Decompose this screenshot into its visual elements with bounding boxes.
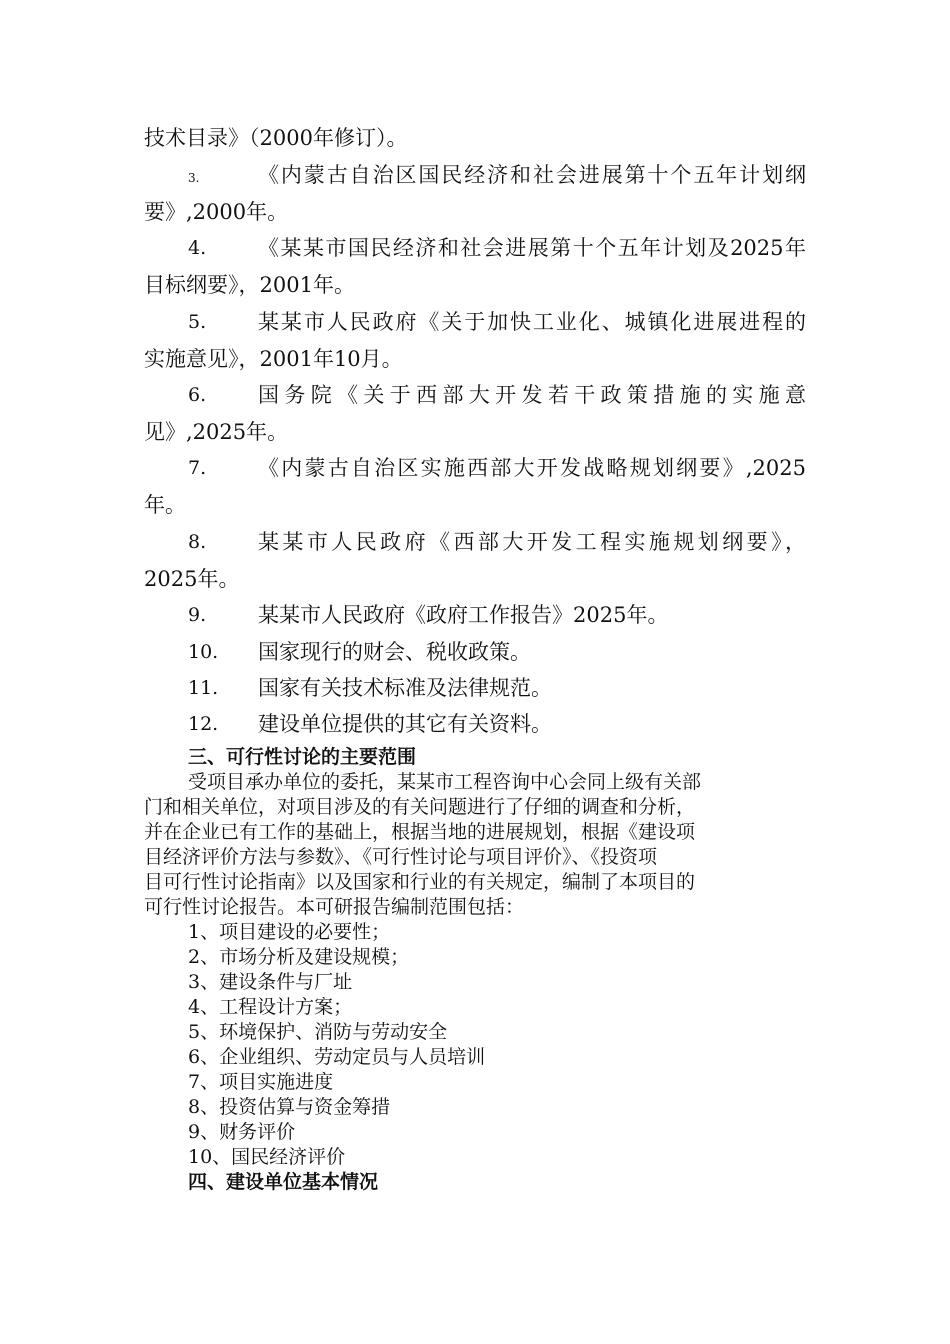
reference-number: 6. xyxy=(188,384,207,406)
reference-text: 《内蒙古自治区国民经济和社会进展第十个五年计划纲 xyxy=(258,163,806,187)
reference-number: 7. xyxy=(188,457,207,479)
reference-text: 见》,2025年。 xyxy=(144,420,289,444)
reference-text: 目标纲要》，2001年。 xyxy=(144,273,355,297)
reference-number: 8. xyxy=(188,531,207,553)
reference-text: 国务院《关于西部大开发若干政策措施的实施意 xyxy=(258,383,806,407)
reference-number: 10. xyxy=(188,641,219,663)
reference-text: 某某市人民政府《关于加快工业化、城镇化进展进程的 xyxy=(258,310,806,334)
paragraph-line: 目可行性讨论指南》以及国家和行业的有关规定，编制了本项目的 xyxy=(144,871,696,893)
paragraph-line: 并在企业已有工作的基础上，根据当地的进展规划，根据《建设项 xyxy=(144,821,696,843)
reference-text: 某某市人民政府《政府工作报告》2025年。 xyxy=(258,603,669,627)
section-heading: 三、可行性讨论的主要范围 xyxy=(188,746,417,768)
reference-number: 11. xyxy=(188,677,219,699)
scope-item: 9、财务评价 xyxy=(188,1121,296,1143)
reference-text: 《某某市国民经济和社会进展第十个五年计划及2025年 xyxy=(258,236,806,260)
reference-number: 3. xyxy=(188,171,200,185)
reference-number: 5. xyxy=(188,311,207,333)
reference-text: 年。 xyxy=(144,493,186,517)
reference-text: 某某市人民政府《西部大开发工程实施规划纲要》， xyxy=(258,530,806,554)
reference-number: 4. xyxy=(188,237,207,259)
reference-text: 实施意见》，2001年10月。 xyxy=(144,347,403,371)
reference-text: 要》,2000年。 xyxy=(144,200,289,224)
reference-text: 建设单位提供的其它有关资料。 xyxy=(258,712,552,736)
scope-item: 7、项目实施进度 xyxy=(188,1071,334,1093)
reference-text: 2025年。 xyxy=(144,567,240,591)
reference-number: 12. xyxy=(188,713,219,735)
scope-item: 3、建设条件与厂址 xyxy=(188,971,353,993)
section-heading: 四、建设单位基本情况 xyxy=(188,1171,379,1193)
reference-continuation: 技术目录》（2000年修订）。 xyxy=(144,126,408,150)
paragraph-line: 可行性讨论报告。本可研报告编制范围包括： xyxy=(144,896,525,918)
reference-text: 国家现行的财会、税收政策。 xyxy=(258,640,531,664)
scope-item: 4、工程设计方案； xyxy=(188,996,353,1018)
paragraph-line: 门和相关单位，对项目涉及的有关问题进行了仔细的调查和分析， xyxy=(144,796,696,818)
scope-item: 2、市场分析及建设规模； xyxy=(188,946,410,968)
scope-item: 1、项目建设的必要性； xyxy=(188,921,391,943)
paragraph-line: 目经济评价方法与参数》、《可行性讨论与项目评价》、《投资项 xyxy=(144,846,658,868)
scope-item: 5、环境保护、消防与劳动安全 xyxy=(188,1021,448,1043)
scope-item: 10、国民经济评价 xyxy=(188,1146,346,1168)
reference-text: 《内蒙古自治区实施西部大开发战略规划纲要》,2025 xyxy=(258,456,806,480)
reference-number: 9. xyxy=(188,604,207,626)
scope-item: 8、投资估算与资金筹措 xyxy=(188,1096,391,1118)
scope-item: 6、企业组织、劳动定员与人员培训 xyxy=(188,1046,486,1068)
reference-text: 国家有关技术标准及法律规范。 xyxy=(258,676,552,700)
paragraph-line: 受项目承办单位的委托，某某市工程咨询中心会同上级有关部 xyxy=(188,771,702,793)
